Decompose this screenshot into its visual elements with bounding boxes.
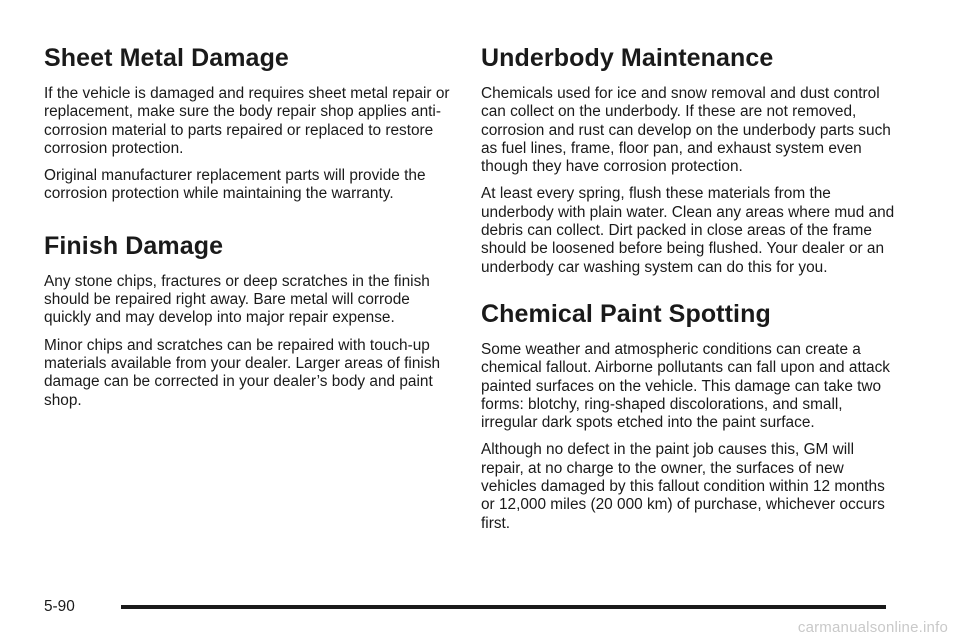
section-heading: Underbody Maintenance — [481, 44, 774, 72]
section-sheet-metal-damage — [44, 42, 452, 204]
section-chemical-paint-spotting — [481, 298, 901, 533]
right-column — [481, 42, 901, 559]
paragraph: Original manufacturer replacement parts will provide the corrosion protection while maintaining the warranty. — [44, 167, 426, 203]
left-column — [44, 42, 452, 436]
section-heading: Sheet Metal Damage — [44, 44, 289, 72]
paragraph: Some weather and atmospheric conditions can create a chemical fallout. Airborne pollutants can fall upon and attack painted surfaces on the vehicle. This damage can take two forms: blotchy, ring-shaped discolorations, and small, irregular dark spots etched into the paint surface. — [481, 340, 890, 432]
page-footer — [44, 596, 886, 618]
section-heading: Chemical Paint Spotting — [481, 299, 771, 328]
section-finish-damage — [44, 230, 452, 410]
paragraph: Chemicals used for ice and snow removal and dust control can collect on the underbody. If these are not removed, corrosion and rust can develop on the underbody parts such as fuel lines, frame, floor pan, and exhaust system even though they have corrosion protection. — [481, 85, 891, 176]
paragraph: Any stone chips, fractures or deep scratches in the finish should be repaired right away. Bare metal will corrode quickly and may develop into major repair expense. — [44, 272, 430, 327]
section-underbody-maintenance — [481, 42, 901, 277]
section-heading: Finish Damage — [44, 231, 224, 260]
paragraph: If the vehicle is damaged and requires sheet metal repair or replacement, make sure the body repair shop applies anti-corrosion material to parts repaired or replaced to restore corrosion protection. — [44, 85, 450, 157]
paragraph: At least every spring, flush these materials from the underbody with plain water. Clean any areas where mud and debris can collect. Dirt packed in close areas of the frame should be loosened before being flushed. Your dealer or an underbody car washing system can do this for you. — [481, 185, 895, 276]
footer-rule — [121, 605, 886, 609]
watermark: carmanualsonline.info — [797, 619, 948, 636]
page-number: 5-90 — [44, 598, 75, 615]
paragraph: Although no defect in the paint job causes this, GM will repair, at no charge to the owner, the surfaces of new vehicles damaged by this fallout condition within 12 months or 12,000 miles (20 000 km) of purchase, whichever occurs first. — [481, 441, 885, 532]
paragraph: Minor chips and scratches can be repaired with touch-up materials available from your dealer. Larger areas of finish damage can be corrected in your dealer’s body and paint shop. — [44, 336, 441, 409]
